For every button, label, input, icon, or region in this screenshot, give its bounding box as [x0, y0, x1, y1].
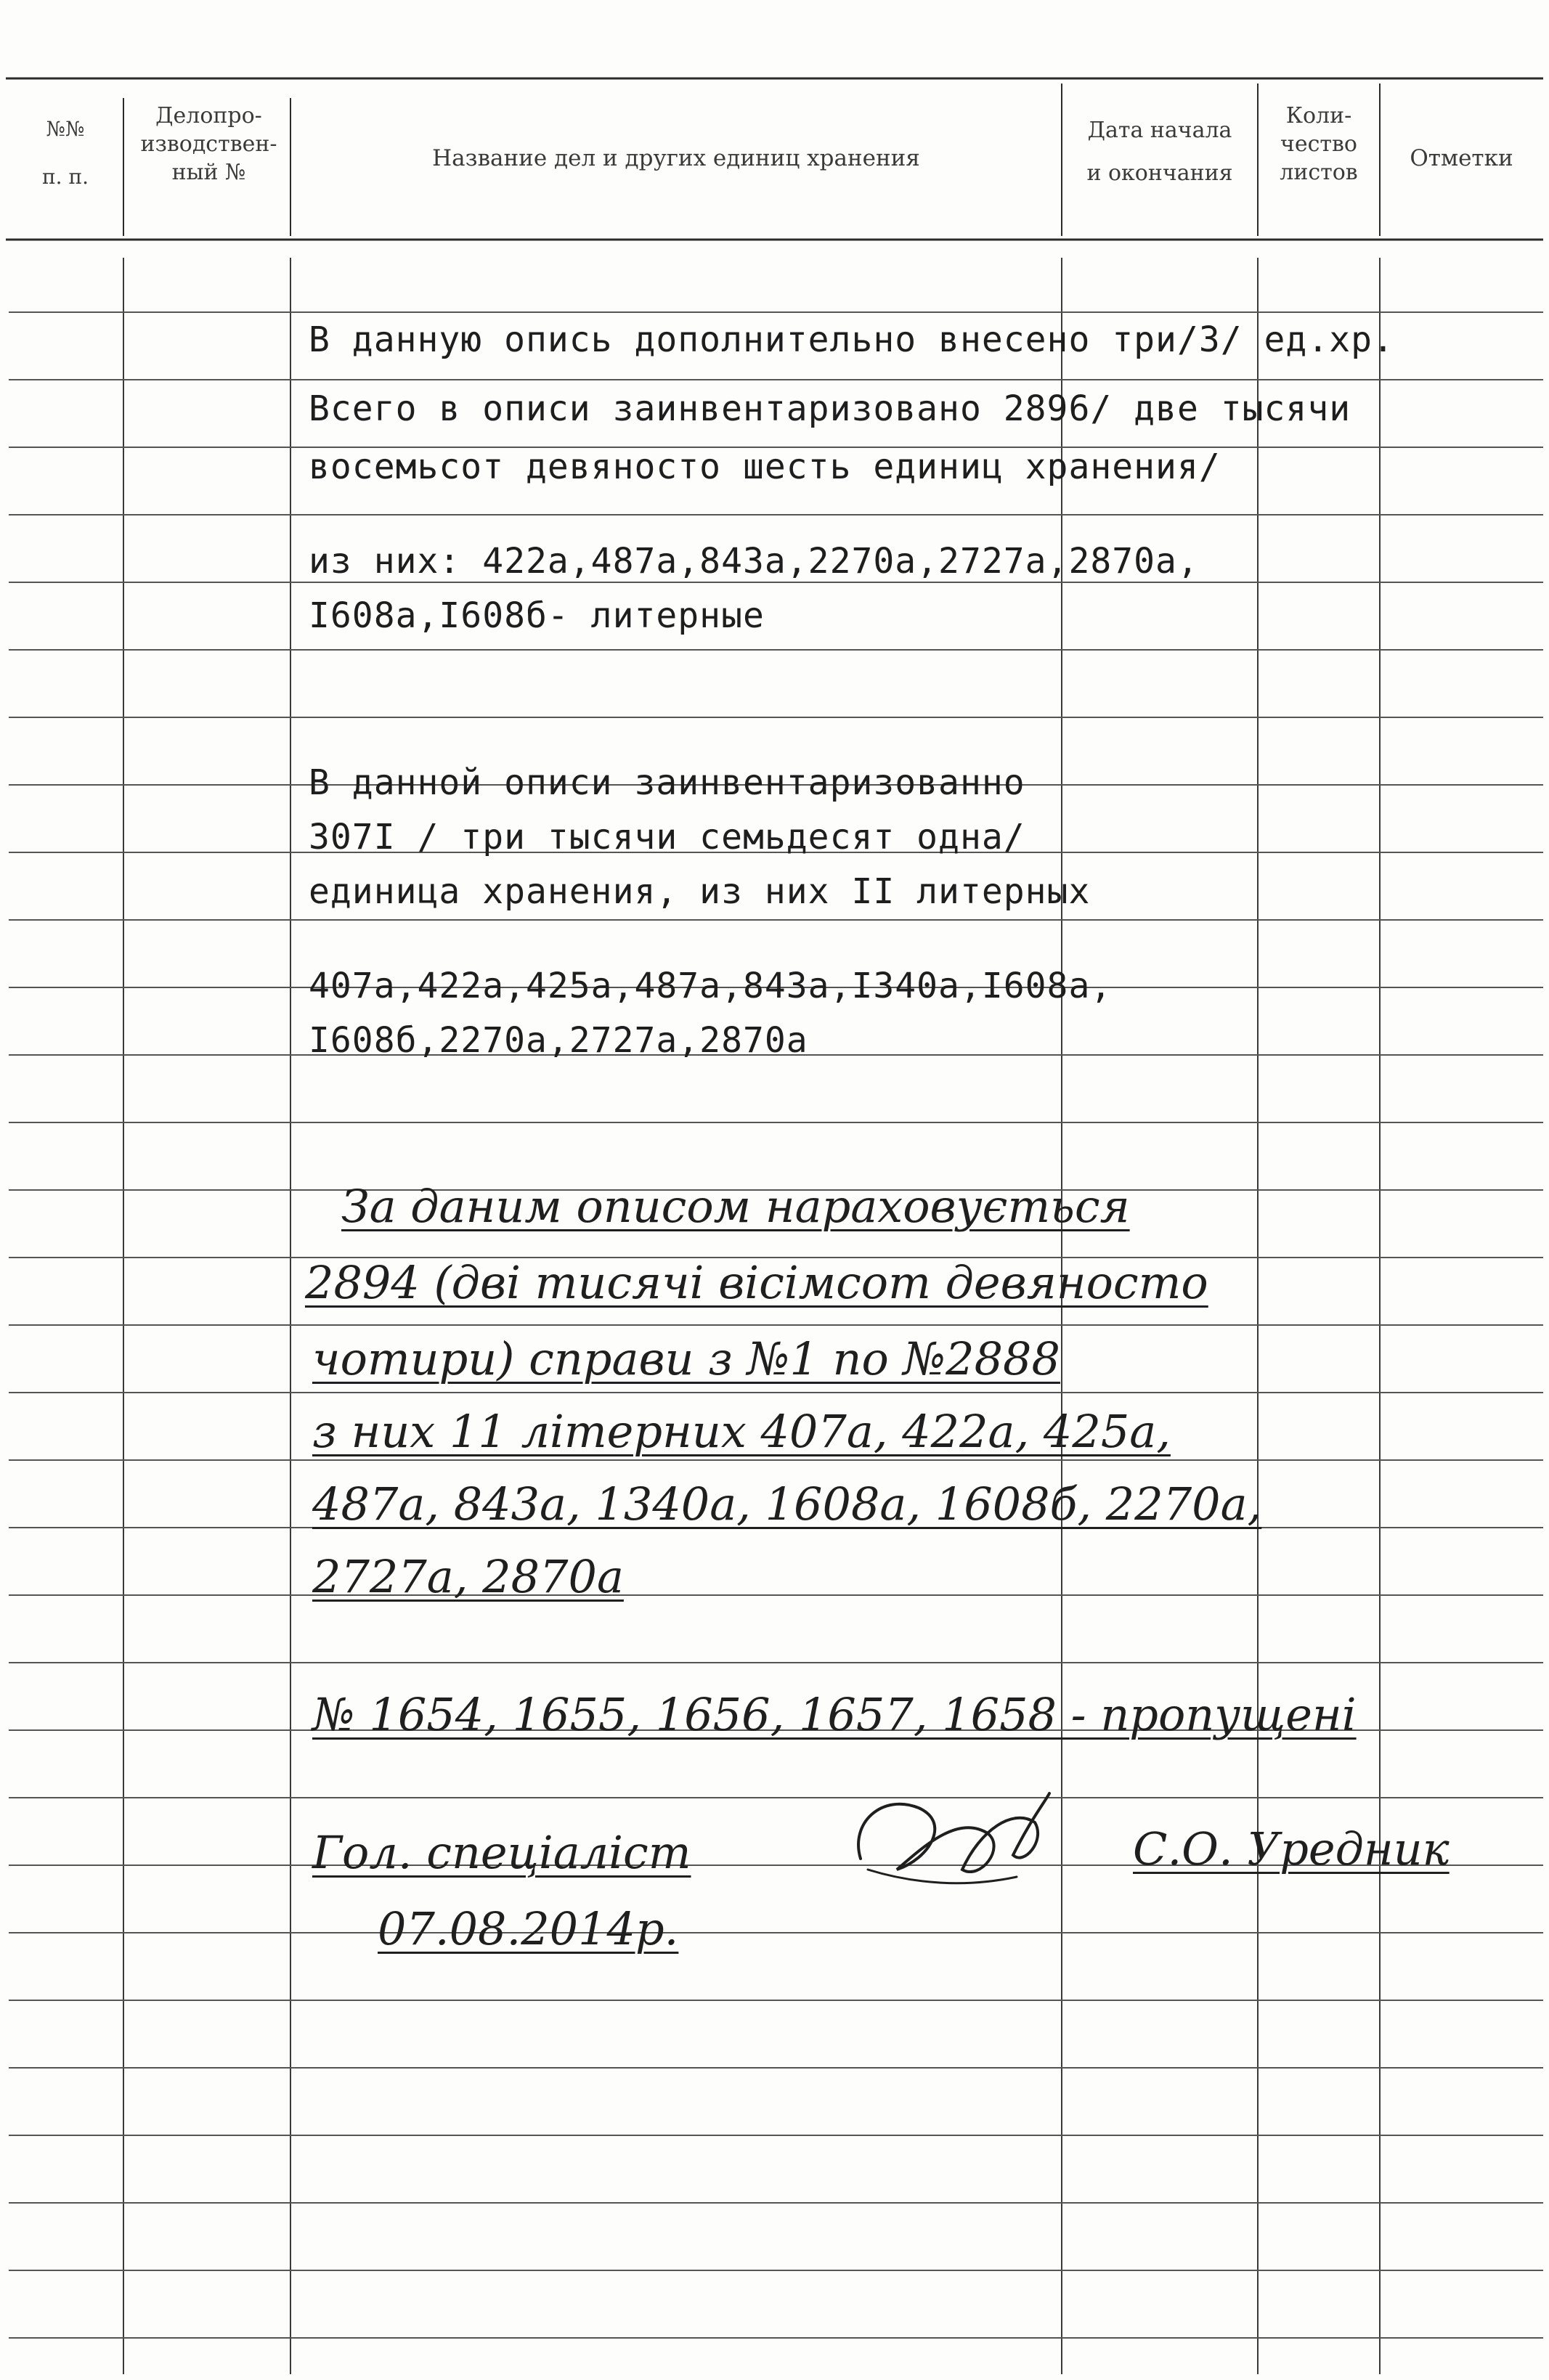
- handwritten-line: № 1654, 1655, 1656, 1657, 1658 - пропущені: [312, 1688, 1357, 1741]
- header-office-number: Делопро- изводствен- ный №: [140, 103, 277, 185]
- typed-line: I608а,I608б- литерные: [309, 595, 765, 636]
- header-notes: Отметки: [1410, 145, 1513, 171]
- handwritten-line: С.О. Уредник: [1133, 1822, 1450, 1875]
- handwritten-line: 07.08.2014р.: [378, 1902, 679, 1955]
- typed-line: восемьсот девяносто шесть единиц хранения/: [309, 447, 1221, 487]
- typed-line: В данной описи заинвентаризованно: [309, 762, 1025, 803]
- typed-line: из них: 422а,487а,843а,2270а,2727а,2870а,: [309, 541, 1199, 582]
- handwritten-line: 2894 (дві тисячі вісімсот девяносто: [305, 1256, 1208, 1309]
- typed-line: I608б,2270а,2727а,2870а: [309, 1020, 808, 1061]
- typed-line: единица хранения, из них II литерных: [309, 871, 1091, 912]
- handwritten-line: 487а, 843а, 1340а, 1608а, 1608б, 2270а,: [312, 1478, 1262, 1531]
- handwritten-line: чотири) справи з №1 по №2888: [312, 1332, 1060, 1385]
- header-dates: Дата начала и окончания: [1086, 118, 1233, 186]
- header-sheet-count: Коли- чество листов: [1280, 103, 1358, 185]
- header-number: №№ п. п.: [41, 117, 89, 189]
- typed-line: Всего в описи заинвентаризовано 2896/ две тысячи: [309, 388, 1351, 429]
- typed-line: В данную опись дополнительно внесено три/3/ ед.хр.: [309, 319, 1394, 360]
- header-title: Название дел и других единиц хранения: [432, 145, 920, 171]
- typed-line: 307I / три тысячи семьдесят одна/: [309, 817, 1025, 857]
- handwritten-line: За даним описом нараховується: [341, 1180, 1130, 1233]
- typed-line: 407а,422а,425а,487а,843а,I340а,I608а,: [309, 966, 1113, 1006]
- handwritten-line: Гол. спеціаліст: [312, 1826, 691, 1879]
- handwritten-line: з них 11 літерних 407а, 422а, 425а,: [312, 1405, 1171, 1458]
- handwritten-line: 2727а, 2870а: [312, 1550, 624, 1603]
